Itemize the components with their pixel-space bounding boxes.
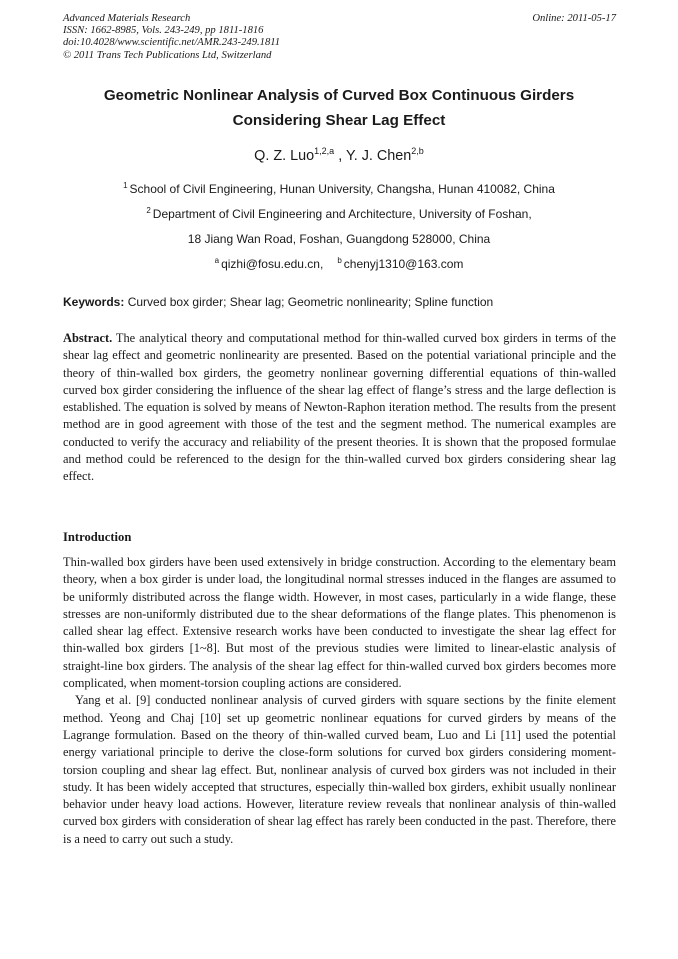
affiliation-2-address-text: 18 Jiang Wan Road, Foshan, Guangdong 528000, China (187, 232, 491, 246)
author-2-name: Y. J. Chen (345, 148, 412, 164)
doi-line: doi:10.4028/www.scientific.net/AMR.243-249.1811 (63, 37, 281, 49)
keywords-label: Keywords: (63, 295, 125, 309)
journal-name: Advanced Materials Research (63, 13, 191, 24)
affiliation-2 (0, 206, 678, 224)
author-2-affil-marker: 2,b (411, 146, 424, 156)
affiliation-1-text: School of Civil Engineering, Hunan University, Changsha, Hunan 410082, China (129, 182, 555, 196)
author-separator: , (334, 148, 346, 164)
paper-title (60, 83, 618, 133)
affiliation-2-marker: 2 (146, 206, 151, 215)
author-1-affil-marker: 1,2,a (314, 146, 335, 156)
keywords (63, 294, 616, 310)
journal-header (63, 13, 616, 62)
abstract (63, 330, 616, 486)
intro-paragraph-1: Thin-walled box girders have been used extensively in bridge construction. According to the elementary beam theory, when a box girder is under load, the longitudinal normal stresses induced in the flanges are assumed to be uniformly distributed across the flange width. However, in most cases, particularly in a wide flange, these stresses are non-uniformly distributed due to the shear deformations of the flange plates. This phenomenon is called shear lag effect. Extensive research works have been conducted to investigate the shear lag effect for thin-walled box girders [1~8]. But most of the previous studies were limited to linear-elastic analysis of straight-line box girders. The analysis of the shear lag effect for thin-walled curved box girders becomes more complicated, when moment-torsion coupling actions are considered. (63, 555, 616, 691)
email-a[interactable]: qizhi@fosu.edu.cn, (221, 257, 324, 271)
email-a-marker: a (214, 256, 220, 265)
author-list (0, 146, 678, 167)
email-b[interactable]: chenyj1310@163.com (343, 257, 464, 271)
affiliation-1 (0, 181, 678, 199)
abstract-label: Abstract. (63, 331, 113, 345)
keywords-text: Curved box girder; Shear lag; Geometric nonlinearity; Spline function (127, 295, 494, 309)
title-line-1: Geometric Nonlinear Analysis of Curved Box Continuous Girders (103, 87, 575, 104)
intro-paragraph-2: Yang et al. [9] conducted nonlinear analysis of curved girders with square sections by the finite element method. Yeong and Chaj [10] set up geometric nonlinear equations for curved girders by means of the Lagrange formulation. Based on the theory of thin-walled curved beam, Luo and Li [11] used the potential energy variational principle to derive the close-form solutions for curved box girders considering moment-torsion coupling and shear lag effect. But, nonlinear analysis of curved box girders was not included in their study. It has been widely accepted that structures, especially thin-walled box girders, exhibit usually nonlinear behavior under heavy load actions. However, literature review reveals that nonlinear analysis of thin-walled curved box girders with consideration of shear lag effect has rarely been conducted in the past. Therefore, there is a need to carry out such a study. (63, 693, 616, 846)
affiliation-2-text: Department of Civil Engineering and Architecture, University of Foshan, (152, 207, 532, 221)
email-line (0, 256, 678, 274)
affiliation-2-address (0, 231, 678, 247)
email-b-marker: b (337, 256, 342, 265)
title-line-2: Considering Shear Lag Effect (232, 112, 446, 129)
introduction-heading: Introduction (63, 530, 132, 544)
copyright-line: © 2011 Trans Tech Publications Ltd, Switzerland (63, 49, 272, 61)
issn-line: ISSN: 1662-8985, Vols. 243-249, pp 1811-1816 (63, 25, 264, 37)
online-date: Online: 2011-05-17 (532, 13, 616, 24)
affiliation-1-marker: 1 (123, 181, 128, 190)
author-1-name: Q. Z. Luo (254, 148, 315, 164)
abstract-text: The analytical theory and computational method for thin-walled curved box girders in terms of the shear lag effect and geometric nonlinearity are presented. Based on the potential variational principle and the theory of thin-walled box girders, the geometry nonlinear governing differential equations of thin-walled curved box girder considering the influence of the shear lag effect of flange’s stress and the large deflection is established. The equation is solved by means of Newton-Raphon iteration method. The results from the present method are in good agreement with those of the test and the segment method. The numerical examples are conducted to verify the accuracy and reliability of the present theories. It is shown that the proposed formulae and method could be referenced to the design for the thin-walled curved box girders considering shear lag effect. (63, 331, 617, 484)
introduction-body (63, 554, 616, 848)
